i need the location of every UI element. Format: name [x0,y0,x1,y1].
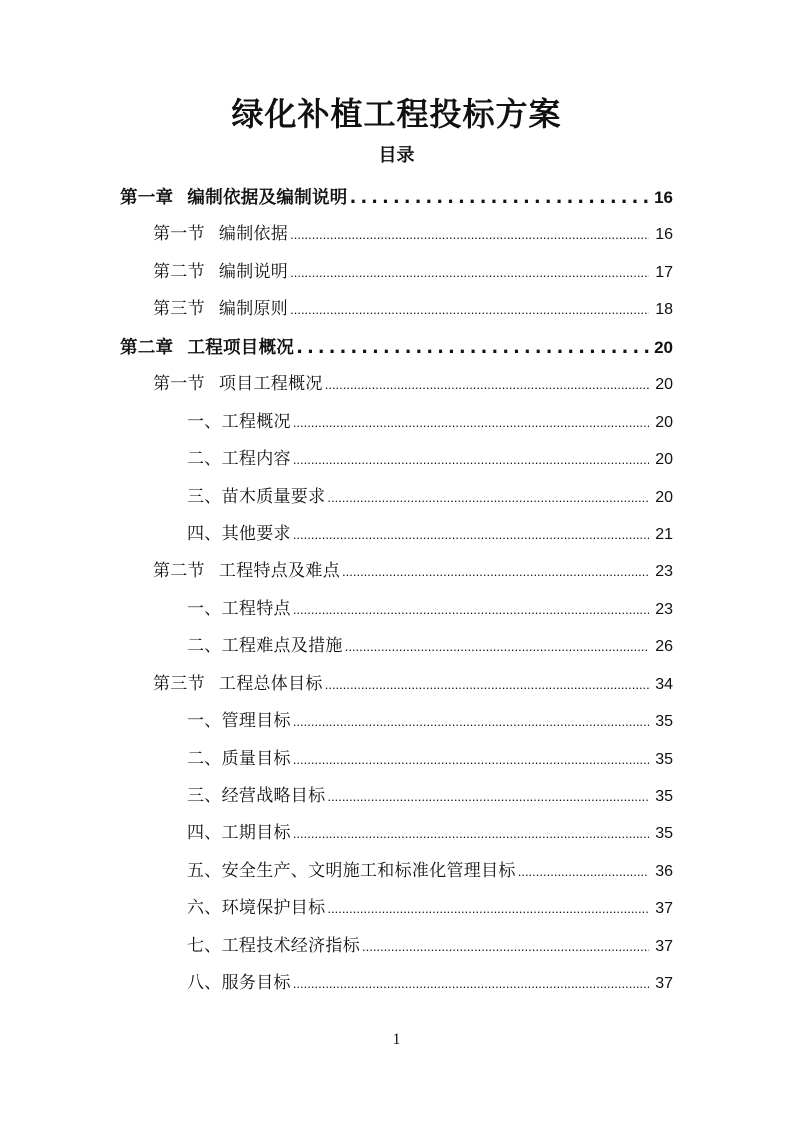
toc-subsection-entry[interactable] [0,928,793,965]
toc-entry-label [153,553,340,590]
toc-entry-label [187,516,291,553]
toc-leader-dots [290,254,649,291]
toc-entry-prefix: 八、 [187,973,222,994]
toc-entry-prefix: 四、 [187,523,222,544]
toc-entry-text: 经营战略目标 [221,786,326,806]
toc-entry-text: 编制原则 [218,299,289,320]
toc-subsection-entry[interactable] [0,703,793,740]
toc-subsection-entry[interactable] [0,628,793,665]
toc-subsection-entry[interactable] [0,853,793,890]
toc-page-number: 17 [655,263,673,281]
toc-entry-prefix: 二、 [187,449,222,470]
toc-entry-prefix: 六、 [187,898,222,919]
toc-page-number: 35 [655,750,673,768]
toc-leader-dots [293,741,649,778]
toc-subsection-entry[interactable] [0,404,793,441]
toc-leader-dots [518,853,649,890]
table-of-contents [0,179,793,1003]
toc-leader-dots [327,479,649,516]
toc-entry-text: 工程特点 [221,598,291,619]
toc-leader-dots [325,666,649,703]
toc-entry-label [153,366,323,403]
toc-entry-prefix: 三、 [187,786,222,806]
toc-leader-dots [293,703,649,740]
toc-entry-text: 安全生产、文明施工和标准化管理目标 [221,860,516,881]
toc-entry-prefix: 一、 [187,411,222,432]
toc-page-number: 23 [655,600,673,618]
toc-entry-text: 质量目标 [221,748,291,769]
toc-subsection-entry[interactable] [0,815,793,852]
toc-heading: 目录 [378,145,415,166]
document-title: 绿化补植工程投标方案 [231,95,562,133]
toc-subsection-entry[interactable] [0,441,793,478]
toc-entry-label [187,441,291,478]
toc-entry-label [187,479,325,516]
toc-entry-label [187,404,291,441]
toc-leader-dots [293,815,649,852]
toc-subsection-entry[interactable] [0,741,793,778]
toc-entry-label [153,291,288,328]
toc-page-number: 34 [655,675,673,693]
toc-page-number: 37 [655,975,673,993]
toc-entry-text: 苗木质量要求 [221,486,326,507]
toc-entry-prefix: 第二章 [120,337,174,358]
toc-entry-prefix: 第一章 [120,188,174,208]
toc-entry-prefix: 第二节 [153,261,205,282]
toc-entry-prefix: 第一节 [153,374,205,395]
toc-entry-prefix: 第二节 [153,561,205,582]
toc-entry-prefix: 五、 [187,860,222,881]
toc-entry-prefix: 四、 [187,823,222,844]
toc-page-number: 35 [655,713,673,731]
toc-entry-text: 工程项目概况 [187,337,295,358]
toc-page-number: 16 [655,226,673,244]
toc-entry-label [187,890,325,927]
toc-entry-prefix: 三、 [187,486,222,507]
toc-page-number: 26 [655,638,673,656]
toc-entry-label [187,591,291,628]
toc-subsection-entry[interactable] [0,591,793,628]
toc-entry-prefix: 一、 [187,711,222,732]
toc-page-number: 20 [655,413,673,431]
toc-section-entry[interactable] [0,254,793,291]
toc-entry-label [153,254,288,291]
toc-leader-dots [290,216,649,253]
toc-section-entry[interactable] [0,291,793,328]
toc-leader-dots [350,180,649,217]
toc-leader-dots [293,965,649,1002]
toc-page-number: 20 [655,488,673,506]
toc-entry-text: 工程技术经济指标 [221,935,361,956]
toc-page-number: 35 [655,825,673,843]
toc-entry-label [153,216,288,253]
toc-subsection-entry[interactable] [0,479,793,516]
toc-entry-prefix: 第一节 [153,224,205,245]
toc-page-number: 20 [654,337,673,357]
toc-entry-text: 环境保护目标 [221,898,326,919]
toc-entry-label [187,741,291,778]
toc-leader-dots [290,291,649,328]
toc-leader-dots [293,441,649,478]
toc-subsection-entry[interactable] [0,778,793,815]
toc-page-number: 35 [655,788,673,805]
toc-entry-text: 编制依据 [218,224,289,245]
toc-entry-label [187,853,516,890]
toc-entry-label [187,965,291,1002]
toc-entry-text: 编制说明 [218,261,289,282]
toc-leader-dots [345,628,649,665]
toc-leader-dots [293,516,649,553]
toc-page-number: 23 [655,563,673,581]
toc-subsection-entry[interactable] [0,965,793,1002]
toc-entry-prefix: 第三节 [153,299,205,320]
toc-entry-label [153,666,323,703]
toc-entry-text: 工期目标 [221,823,291,844]
toc-entry-prefix: 一、 [187,598,222,619]
toc-entry-prefix: 二、 [187,636,222,657]
toc-section-entry[interactable] [0,553,793,590]
toc-entry-text: 项目工程概况 [218,374,323,395]
toc-subsection-entry[interactable] [0,516,793,553]
toc-entry-label [187,815,291,852]
toc-entry-label [120,330,294,367]
toc-leader-dots [293,404,649,441]
toc-entry-text: 工程特点及难点 [218,561,341,582]
toc-entry-text: 工程总体目标 [218,673,323,694]
toc-entry-label [120,180,348,217]
toc-page-number: 18 [655,301,673,319]
toc-subsection-entry[interactable] [0,890,793,927]
toc-section-entry[interactable] [0,216,793,253]
toc-entry-text: 编制依据及编制说明 [187,188,348,208]
toc-entry-label [187,928,360,965]
toc-leader-dots [293,591,649,628]
toc-entry-text: 其他要求 [221,523,291,544]
toc-page-number: 21 [655,525,673,543]
toc-entry-label [187,703,291,740]
toc-chapter-entry[interactable] [0,329,793,366]
toc-entry-label [187,778,325,815]
toc-leader-dots [296,330,649,367]
toc-entry-label [187,628,343,665]
toc-page-number: 36 [655,862,673,880]
toc-page-number: 20 [655,451,673,469]
toc-leader-dots [327,890,649,927]
toc-page-number: 16 [654,188,673,207]
toc-chapter-entry[interactable] [0,179,793,216]
toc-leader-dots [327,778,649,815]
toc-entry-text: 工程难点及措施 [221,636,343,657]
toc-entry-prefix: 七、 [187,935,222,956]
toc-entry-text: 服务目标 [221,973,291,994]
toc-page-number: 37 [655,900,673,918]
toc-section-entry[interactable] [0,366,793,403]
page-number: 1 [392,1031,401,1048]
toc-entry-text: 工程概况 [221,411,291,432]
toc-leader-dots [342,553,649,590]
toc-entry-text: 工程内容 [221,449,291,470]
toc-page-number: 20 [655,376,673,394]
toc-entry-prefix: 第三节 [153,673,205,694]
toc-page-number: 37 [655,937,673,955]
toc-entry-prefix: 二、 [187,748,222,769]
toc-entry-text: 管理目标 [221,711,291,732]
toc-leader-dots [362,928,649,965]
toc-section-entry[interactable] [0,666,793,703]
toc-leader-dots [325,366,649,403]
